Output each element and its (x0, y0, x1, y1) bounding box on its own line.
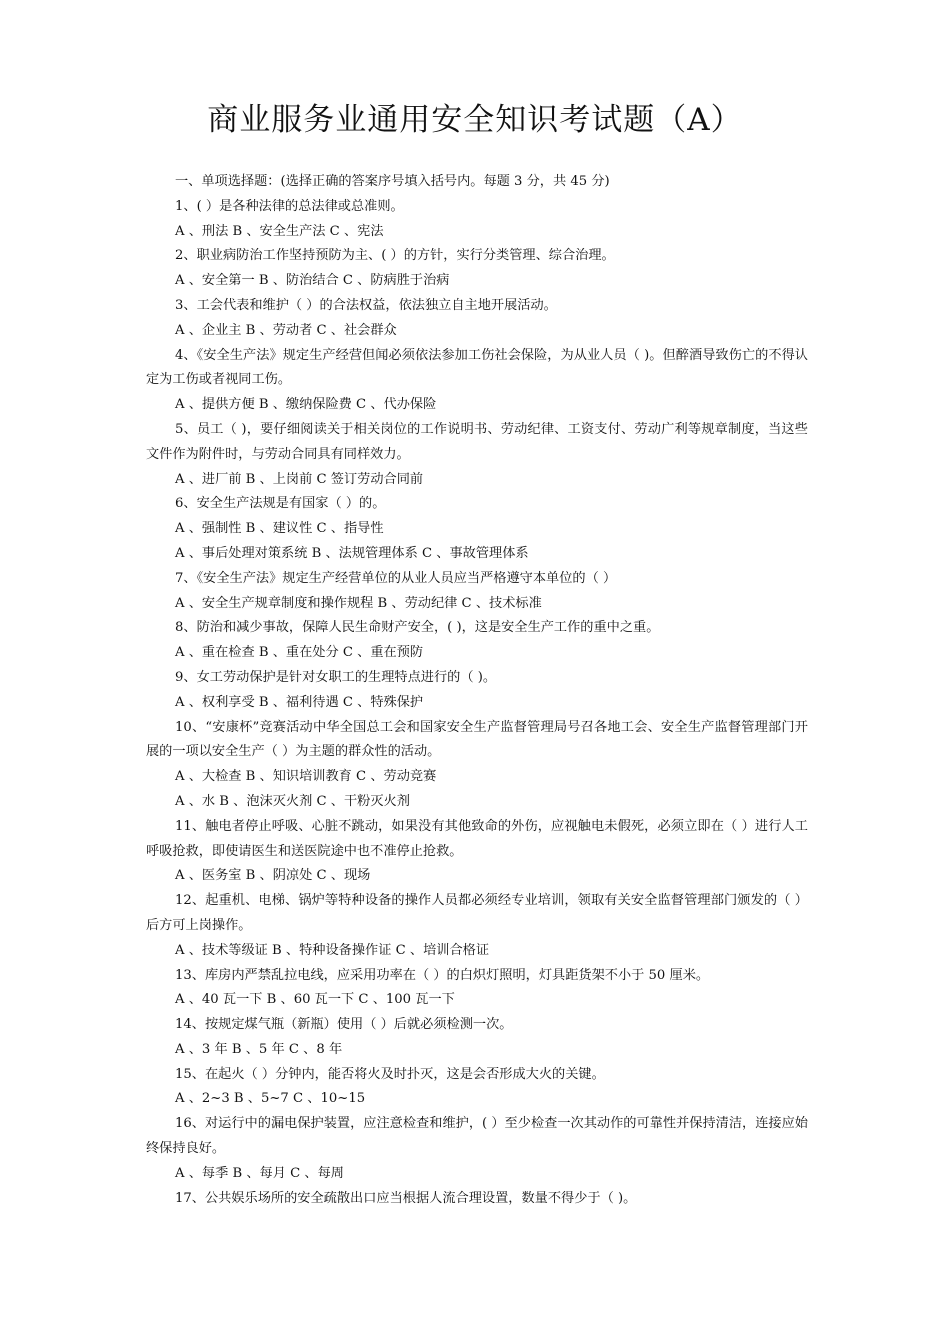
question-line: 17、公共娱乐场所的安全疏散出口应当根据人流合理设置，数量不得少于（ )。 (175, 1190, 637, 1206)
answer-options-line: A 、2~3 B 、5~7 C 、10~15 (175, 1091, 366, 1107)
question-line: 9、女工劳动保护是针对女职工的生理特点进行的（ )。 (175, 669, 497, 685)
answer-options-line: A 、企业主 B 、劳动者 C 、社会群众 (175, 322, 397, 338)
question-paragraph: 4、《安全生产法》规定生产经营但闻必须依法参加工伤社会保险，为从业人员（ )。但醉酒导致伤亡的不得认定为工伤或者视同工伤。 (146, 347, 808, 388)
question-paragraph: 10、“安康杯”竞赛活动中华全国总工会和国家安全生产监督管理局号召各地工会、安全生产监督管理部门开展的一项以安全生产（ ）为主题的群众性的活动。 (146, 719, 808, 760)
answer-options-line: A 、刑法 B 、安全生产法 C 、宪法 (175, 223, 384, 239)
answer-options-line: A 、3 年 B 、5 年 C 、8 年 (175, 1041, 343, 1057)
question-line: 1、( ）是各种法律的总法律或总准则。 (175, 198, 404, 214)
question-line: 7、《安全生产法》规定生产经营单位的从业人员应当严格遵守本单位的（ ） (175, 570, 617, 586)
answer-options-line: A 、权利享受 B 、福利待遇 C 、特殊保护 (175, 694, 424, 710)
document-body (146, 170, 808, 1211)
question-line: 8、防治和减少事故，保障人民生命财产安全，( )，这是安全生产工作的重中之重。 (175, 620, 660, 636)
question-line: 3、工会代表和维护（ ）的合法权益，依法独立自主地开展活动。 (175, 297, 557, 313)
section-header: 一、单项选择题：(选择正确的答案序号填入括号内。每题 3 分，共 45 分) (175, 174, 610, 189)
question-line: 2、职业病防治工作坚持预防为主、( ）的方针，实行分类管理、综合治理。 (175, 248, 615, 264)
answer-options-line: A 、提供方便 B 、缴纳保险费 C 、代办保险 (175, 397, 437, 413)
question-line: 6、安全生产法规是有国家（ ）的。 (175, 496, 386, 512)
answer-options-line: A 、安全生产规章制度和操作规程 B 、劳动纪律 C 、技术标准 (175, 595, 542, 611)
page-title: 商业服务业通用安全知识考试题（A） (207, 102, 743, 138)
question-paragraph: 5、员工（ )，要仔细阅读关于相关岗位的工作说明书、劳动纪律、工资支付、劳动广利等规章制度，当这些文件作为附件时，与劳动合同具有同样效力。 (146, 421, 808, 462)
answer-options-line: A 、大检查 B 、知识培训教育 C 、劳动竞赛 (175, 769, 437, 785)
answer-options-line: A 、事后处理对策系统 B 、法规管理体系 C 、事故管理体系 (175, 545, 529, 561)
answer-options-line: A 、水 B 、泡沫灭火剂 C 、干粉灭火剂 (175, 793, 410, 809)
question-paragraph: 12、起重机、电梯、锅炉等特种设备的操作人员都必须经专业培训，领取有关安全监督管理部门颁发的（ ）后方可上岗操作。 (146, 893, 808, 933)
answer-options-line: A 、每季 B 、每月 C 、每周 (175, 1165, 344, 1181)
answer-options-line: A 、医务室 B 、阴凉处 C 、现场 (175, 868, 371, 884)
question-paragraph: 11、触电者停止呼吸、心脏不跳动，如果没有其他致命的外伤，应视触电未假死，必须立即在（ ）进行人工呼吸抢救，即使请医生和送医院途中也不准停止抢救。 (146, 818, 808, 859)
question-line: 15、在起火（ ）分钟内，能否将火及时扑灭，这是会否形成大火的关键。 (175, 1066, 605, 1082)
answer-options-line: A 、强制性 B 、建议性 C 、指导性 (175, 521, 384, 537)
question-line: 14、按规定煤气瓶（新瓶）使用（ ）后就必须检测一次。 (175, 1017, 513, 1033)
answer-options-line: A 、技术等级证 B 、特种设备操作证 C 、培训合格证 (175, 942, 490, 958)
answer-options-line: A 、进厂前 B 、上岗前 C 签订劳动合同前 (175, 471, 424, 487)
answer-options-line: A 、40 瓦一下 B 、60 瓦一下 C 、100 瓦一下 (175, 992, 455, 1008)
question-paragraph: 16、对运行中的漏电保护装置，应注意检查和维护，( ）至少检查一次其动作的可靠性并保持清洁，连接应始终保持良好。 (146, 1116, 808, 1157)
answer-options-line: A 、安全第一 B 、防治结合 C 、防病胜于治病 (175, 273, 450, 289)
answer-options-line: A 、重在检查 B 、重在处分 C 、重在预防 (175, 645, 424, 661)
question-line: 13、库房内严禁乱拉电线，应采用功率在（ ）的白炽灯照明，灯具距货架不小于 50 厘米。 (175, 967, 710, 983)
